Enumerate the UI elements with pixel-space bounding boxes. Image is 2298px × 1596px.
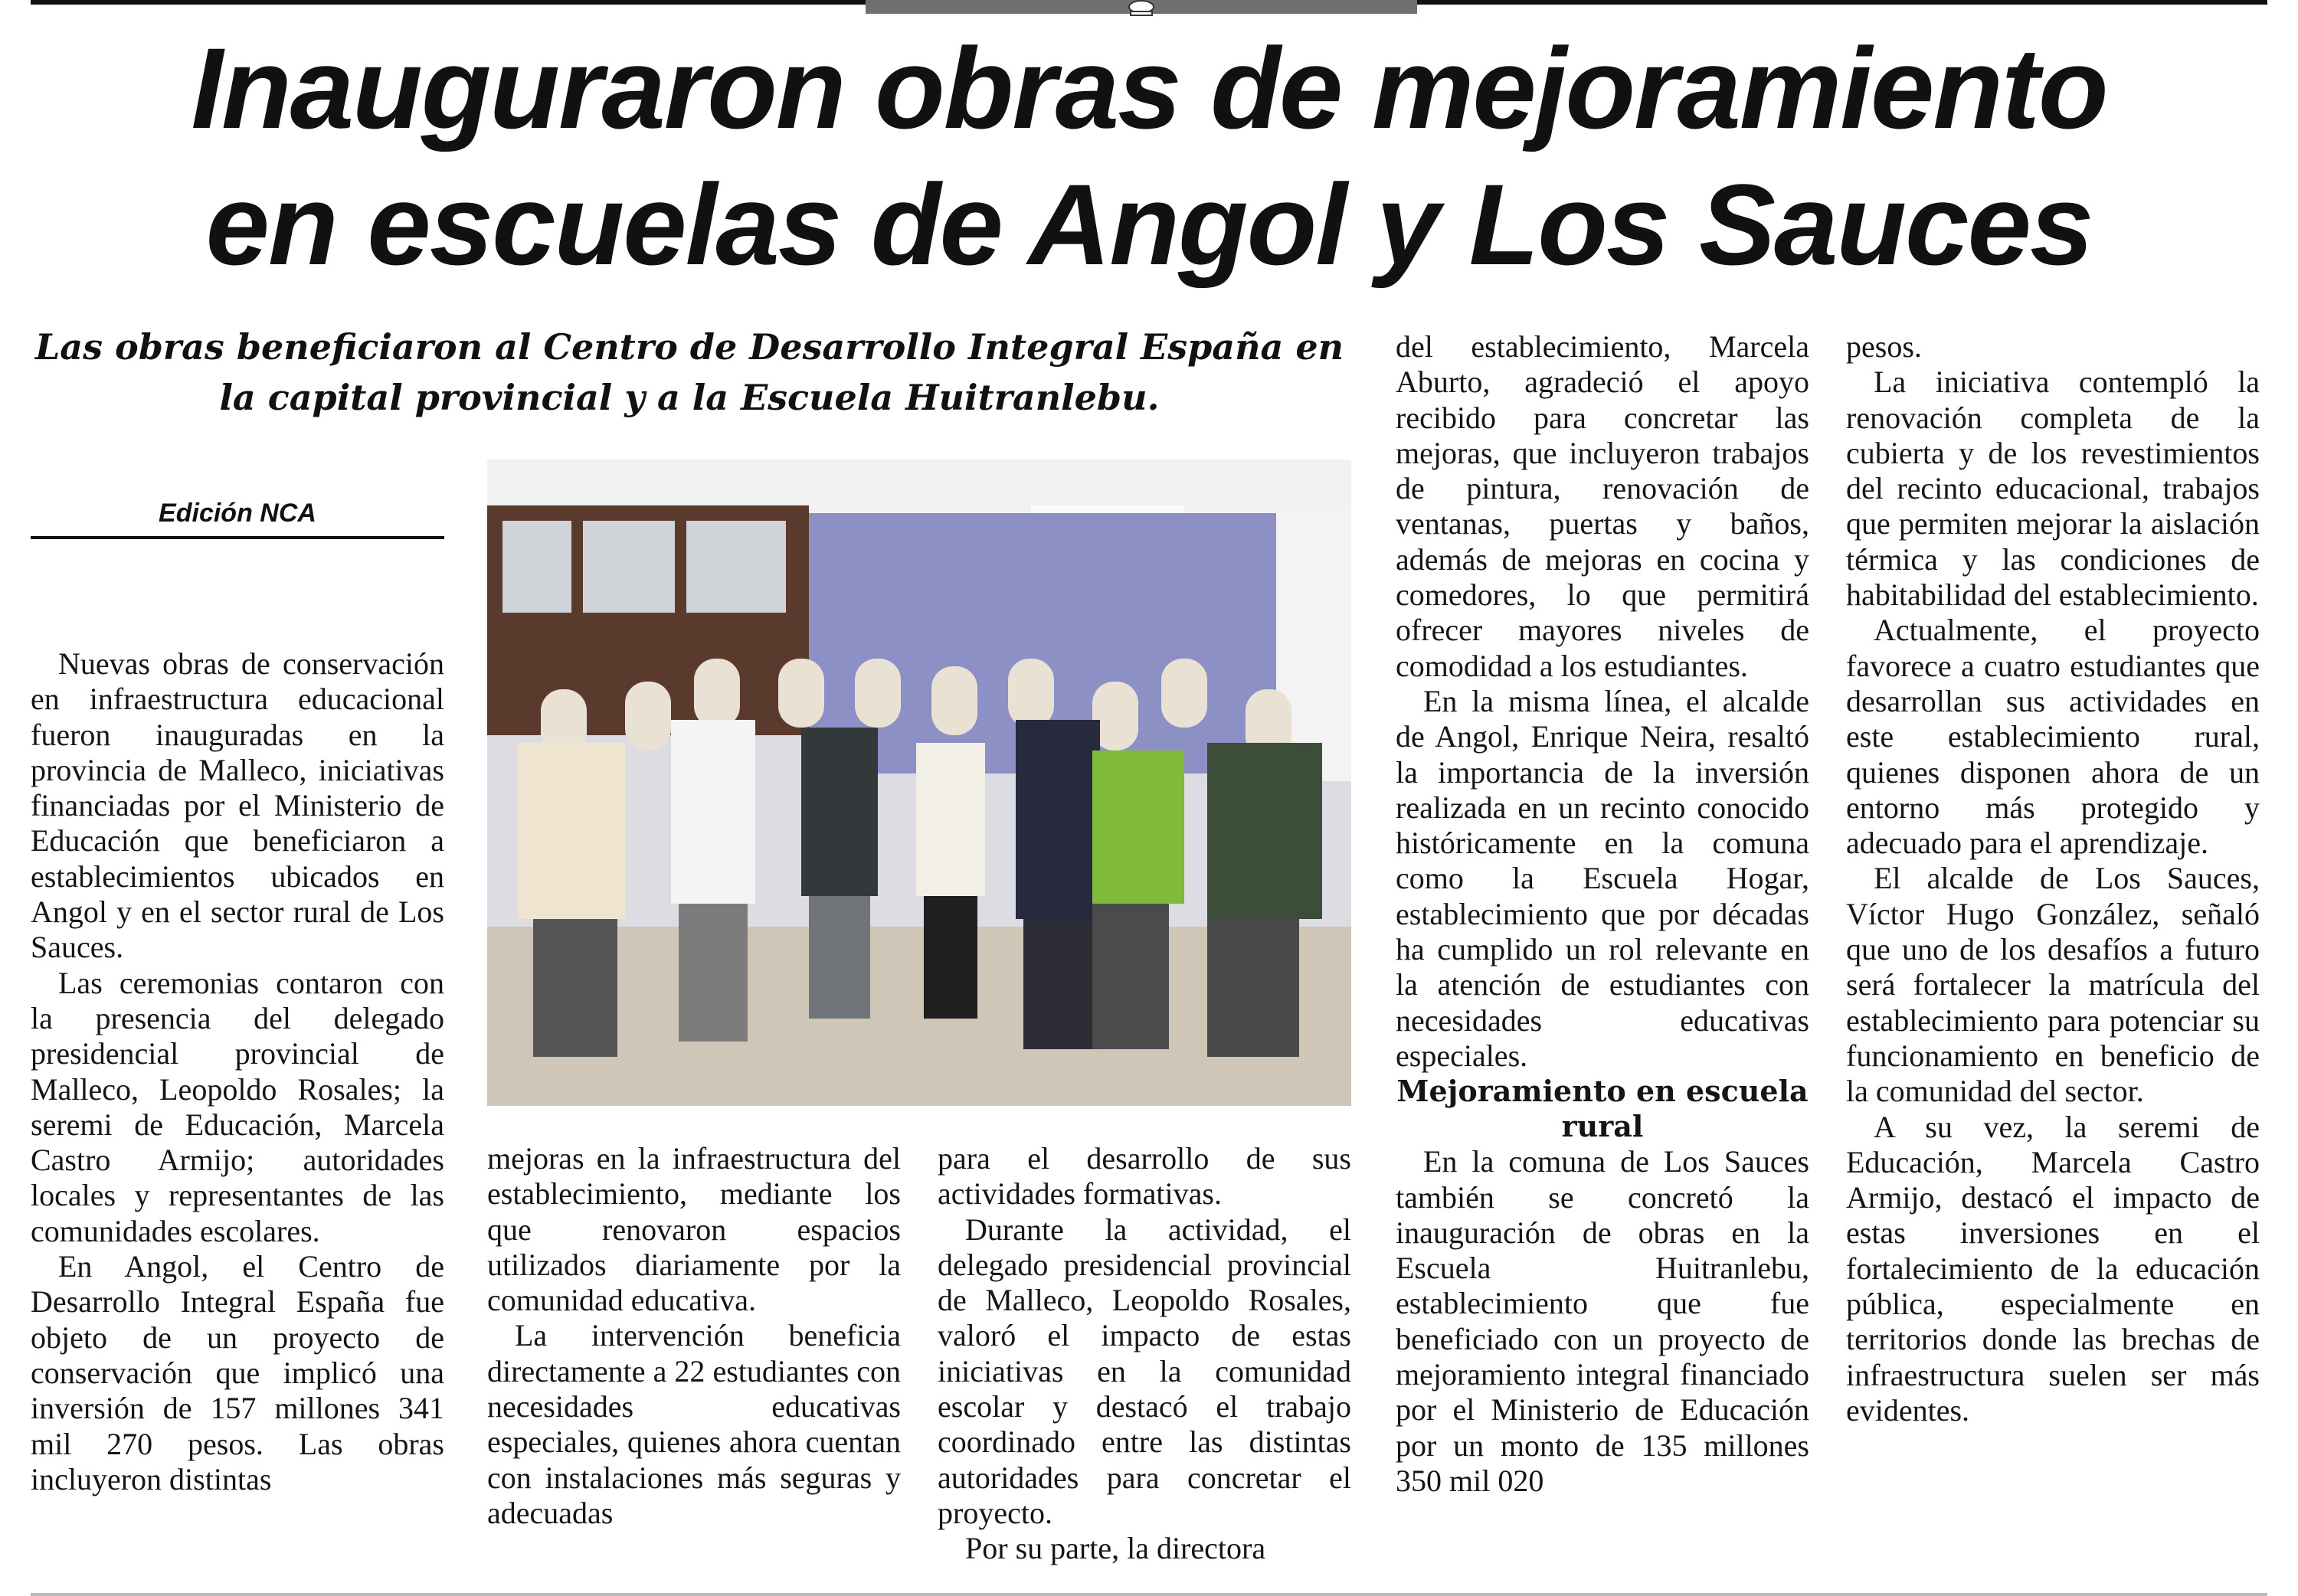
byline: Edición NCA	[159, 499, 316, 528]
article-column-2	[487, 1141, 901, 1531]
article-column-5	[1846, 329, 2260, 1428]
paragraph: Las ceremonias contaron con la presencia del delegado presidencial provincial de Malleco, Leopoldo Rosales; la seremi de Educación, Marcela Castro Armijo; autoridades locales y representantes de las comunidades escolares.	[31, 965, 444, 1248]
byline-rule	[31, 536, 444, 539]
paragraph: pesos.	[1846, 329, 1922, 364]
paragraph: del establecimiento, Marcela Aburto, agradeció el apoyo recibido para concretar las mejoras, que incluyeron trabajos de pintura, renovación de ventanas, puertas y baños, además de mejoras en cocina y comedores, lo que permitirá ofrecer mayores niveles de comodidad a los estudiantes.	[1396, 329, 1809, 683]
masthead-emblem-icon	[1124, 0, 1158, 17]
paragraph: mejoras en la infraestructura del establecimiento, mediante los que renovaron espacios utilizados diariamente por la comunidad educativa.	[487, 1141, 901, 1318]
paragraph: La iniciativa contempló la renovación completa de la cubierta y de los revestimientos del recinto educacional, trabajos que permiten mejorar la aislación térmica y las condiciones de habitabilidad del establecimiento.	[1846, 365, 2260, 613]
article-column-1	[31, 646, 444, 1497]
paragraph: A su vez, la seremi de Educación, Marcela Castro Armijo, destacó el impacto de estas inversiones en el fortalecimiento de la educación pública, especialmente en territorios donde las brechas de infraestructura suelen ser más evidentes.	[1846, 1109, 2260, 1428]
paragraph: Durante la actividad, el delegado presidencial provincial de Malleco, Leopoldo Rosales, valoró el impacto de estas iniciativas en la comunidad escolar y destacó el trabajo coordinado entre las distintas autoridades para concretar el proyecto.	[938, 1212, 1351, 1530]
paragraph: Nuevas obras de conservación en infraestructura educacional fueron inauguradas en la provincia de Malleco, iniciativas financiadas por el Ministerio de Educación que beneficiaron a establecimientos ubicados en Angol y en el sector rural de Los Sauces.	[31, 646, 444, 965]
headline-line-1: Inauguraron obras de mejoramiento	[191, 24, 2107, 152]
article-column-4	[1396, 329, 1809, 1499]
paragraph: En Angol, el Centro de Desarrollo Integral España fue objeto de un proyecto de conservación que implicó una inversión de 157 millones 341 mil 270 pesos. Las obras incluyeron distintas	[31, 1249, 444, 1496]
article-column-3	[938, 1141, 1351, 1567]
article-subhead: Las obras beneficiaron al Centro de Desarrollo Integral España en la capital provincial y a la Escuela Huitranlebu.	[34, 326, 1344, 418]
paragraph: Actualmente, el proyecto favorece a cuatro estudiantes que desarrollan sus actividades en este establecimiento rural, quienes disponen ahora de un entorno más protegido y adecuado para el aprendizaje.	[1846, 613, 2260, 861]
bottom-rule	[31, 1593, 2267, 1596]
section-heading: Mejoramiento en escuela rural	[1396, 1074, 1809, 1144]
article-headline	[0, 20, 2298, 293]
paragraph: En la comuna de Los Sauces también se concretó la inauguración de obras en la Escuela Huitranlebu, establecimiento que fue beneficiado con un proyecto de mejoramiento integral financiado por el Ministerio de Educación por un monto de 135 millones 350 mil 020	[1396, 1144, 1809, 1498]
headline-line-2: en escuelas de Angol y Los Sauces	[205, 160, 2093, 289]
paragraph: para el desarrollo de sus actividades formativas.	[938, 1141, 1351, 1212]
paragraph: Por su parte, la directora	[965, 1531, 1266, 1566]
paragraph: La intervención beneficia directamente a 22 estudiantes con necesidades educativas especiales, quienes ahora cuentan con instalaciones más seguras y adecuadas	[487, 1318, 901, 1530]
paragraph: En la misma línea, el alcalde de Angol, Enrique Neira, resaltó la importancia de la inversión realizada en un recinto conocido históricamente en la comuna como la Escuela Hogar, establecimiento que por décadas ha cumplido un rol relevante en la atención de estudiantes con necesidades educativas especiales.	[1396, 683, 1809, 1073]
article-photo	[487, 460, 1351, 1106]
paragraph: El alcalde de Los Sauces, Víctor Hugo González, señaló que uno de los desafíos a futuro será fortalecer la matrícula del establecimiento para potenciar su funcionamiento en beneficio de la comunidad del sector.	[1846, 861, 2260, 1109]
